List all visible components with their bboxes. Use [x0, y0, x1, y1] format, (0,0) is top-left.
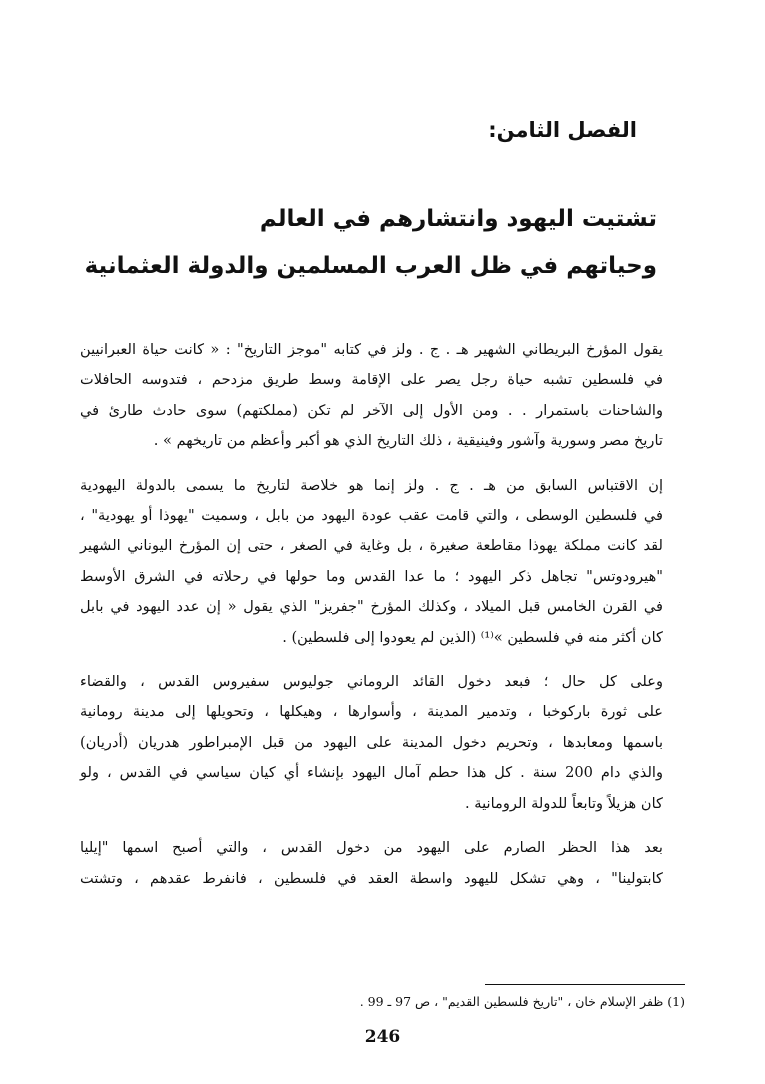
text-line: إن الاقتباس السابق من هـ . ج . ولز إنما هو خلاصة لتاريخ ما يسمى بالدولة اليهودية	[80, 476, 663, 494]
footnote: (1) ظفر الإسلام خان ، "تاريخ فلسطين القديم" ، ص 97 ـ 99 .	[359, 994, 685, 1009]
text-line: لقد كانت مملكة يهوذا مقاطعة صغيرة ، بل وغاية في الصغر ، حتى إن المؤرخ اليوناني الشهير	[80, 537, 663, 555]
paragraph-4	[80, 833, 685, 894]
text-line: كان هزيلاً وتابعاً للدولة الرومانية .	[465, 794, 663, 812]
text-line: "هيرودوتس" تجاهل ذكر اليهود ؛ ما عدا القدس وما حولها في رحلاته في الشرق الأوسط	[80, 567, 663, 585]
text-line: كان أكثر منه في فلسطين »⁽¹⁾ (الذين لم يعودوا إلى فلسطين) .	[282, 628, 663, 646]
paragraph-3	[80, 667, 685, 819]
chapter-title	[84, 196, 657, 290]
text-line: تاريخ مصر وسورية وآشور وفينيقية ، ذلك التاريخ الذي هو أكبر وأعظم من تاريخهم » .	[153, 432, 663, 450]
page-number: 246	[364, 1027, 401, 1047]
text-line: في فلسطين تشبه حياة رجل يصر على الإقامة وسط طريق مزدحم ، فتدوسه الحافلات	[80, 371, 663, 389]
title-line-2: وحياتهم في ظل العرب المسلمين والدولة العثمانية	[84, 253, 657, 279]
text-line: بعد هذا الحظر الصارم على اليهود من دخول القدس ، والتي أصبح اسمها "إيليا	[80, 839, 663, 857]
body-text	[80, 335, 685, 908]
text-line: في القرن الخامس قبل الميلاد ، وكذلك المؤرخ "جفريز" الذي يقول « إن عدد اليهود في بابل	[80, 598, 663, 616]
title-line-1: تشتيت اليهود وانتشارهم في العالم	[259, 206, 657, 232]
text-line: والذي دام 200 سنة . كل هذا حطم آمال اليهود بإنشاء أي كيان سياسي في القدس ، ولو	[80, 764, 663, 782]
text-line: على ثورة باركوخبا ، وتدمير المدينة ، وأسوارها ، وهيكلها ، وتحويلها إلى مدينة رومانية	[80, 703, 663, 721]
footnote-divider	[485, 984, 685, 985]
text-line: يقول المؤرخ البريطاني الشهير هـ . ج . ولز في كتابه "موجز التاريخ" : « كانت حياة العبرانيين	[80, 341, 663, 358]
text-line: في فلسطين الوسطى ، والتي قامت عقب عودة اليهود من بابل ، وسميت "يهوذا أو يهودية" ،	[80, 507, 663, 525]
text-line: باسمها ومعابدها ، وتحريم دخول المدينة على اليهود من قبل الإمبراطور هدريان (أدريان)	[80, 733, 663, 751]
paragraph-1	[80, 335, 685, 457]
text-line: كابتولينا" ، وهي تشكل لليهود واسطة العقد في فلسطين ، فانفرط عقدهم ، وتشتت	[80, 869, 663, 887]
text-line: والشاحنات باستمرار . . ومن الأول إلى الآخر لم تكن (مملكتهم) سوى حادث طارئ في	[80, 401, 663, 419]
text-line: وعلى كل حال ؛ فبعد دخول القائد الروماني جوليوس سفيروس القدس ، والقضاء	[80, 673, 663, 691]
paragraph-2	[80, 471, 685, 653]
chapter-label: الفصل الثامن:	[488, 118, 637, 142]
